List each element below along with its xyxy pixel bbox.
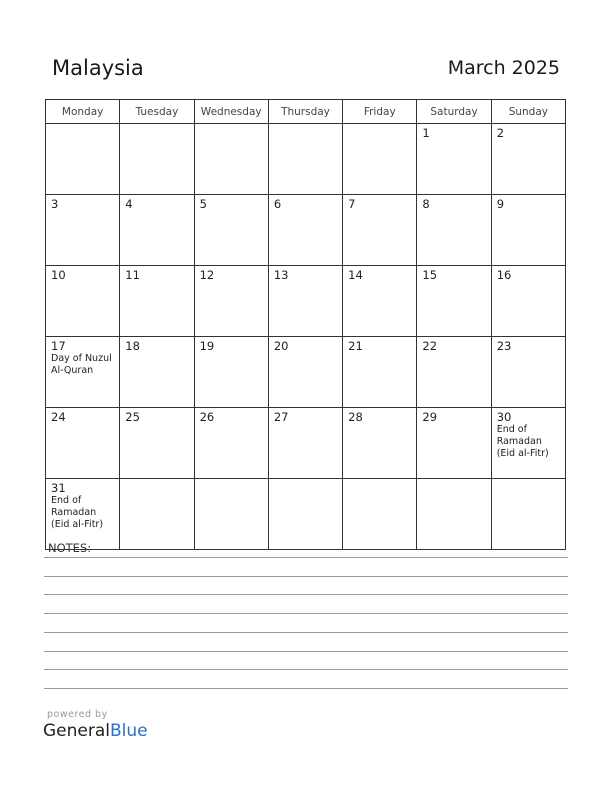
day-number: 27 [273,410,289,424]
calendar-day-cell [268,124,342,195]
calendar-day-cell [120,124,194,195]
weekday-wednesday: Wednesday [194,100,268,124]
calendar-day-cell [491,195,565,266]
calendar-day-cell [194,195,268,266]
calendar-week-row [46,479,566,550]
day-number: 4 [125,197,133,211]
day-number: 25 [125,410,140,424]
generalblue-logo[interactable] [43,721,148,741]
calendar-day-cell [120,195,194,266]
note-line [44,651,568,652]
day-number: 22 [422,339,438,353]
calendar-day-cell [491,337,565,408]
calendar-day-cell [491,124,565,195]
calendar-day-cell [46,266,120,337]
powered-by-text: powered by [47,709,108,720]
note-line [44,688,568,689]
calendar-day-cell [46,479,120,550]
calendar-day-cell [268,266,342,337]
calendar-day-cell [417,124,491,195]
calendar-day-cell [343,195,417,266]
calendar-week-row [46,337,566,408]
notes-label: NOTES: [48,541,92,555]
weekday-sunday: Sunday [491,100,565,124]
calendar-week-row [46,195,566,266]
day-number: 12 [199,268,215,282]
day-number: 28 [348,410,363,424]
calendar-week-row [46,408,566,479]
calendar-day-cell [46,408,120,479]
holiday-label: Day of Nuzul Al-Quran [51,353,112,376]
calendar-day-cell [120,408,194,479]
day-number: 3 [51,197,59,211]
calendar-day-cell [194,337,268,408]
day-number: 6 [273,197,282,211]
calendar-day-cell [268,408,342,479]
weekday-friday: Friday [343,100,417,124]
day-number: 10 [51,268,66,282]
weekday-thursday: Thursday [268,100,342,124]
calendar-day-cell [343,408,417,479]
weekday-tuesday: Tuesday [120,100,194,124]
note-line [44,594,568,595]
calendar-day-cell [120,266,194,337]
calendar-day-cell [194,408,268,479]
calendar-country-title: Malaysia [52,56,144,80]
day-number: 11 [125,268,140,282]
calendar-body [46,124,566,550]
day-number: 7 [348,197,356,211]
weekday-saturday: Saturday [417,100,491,124]
holiday-label: End of Ramadan (Eid al-Fitr) [51,495,104,530]
day-number: 24 [51,410,66,424]
calendar-day-cell [343,124,417,195]
day-number: 18 [125,339,140,353]
day-number: 8 [422,197,430,211]
calendar-day-cell [268,195,342,266]
calendar-week-row [46,124,566,195]
calendar-day-cell [343,266,417,337]
day-number: 14 [348,268,363,282]
calendar-day-cell [491,479,565,550]
day-number: 2 [496,126,505,140]
day-number: 30 [496,410,512,424]
calendar-day-cell [343,479,417,550]
weekday-monday: Monday [46,100,120,124]
calendar-day-cell [46,337,120,408]
brand-blue: Blue [110,721,148,741]
day-number: 17 [51,339,66,353]
day-number: 26 [199,410,215,424]
day-number: 19 [199,339,215,353]
day-number: 9 [496,197,505,211]
calendar-day-cell [417,266,491,337]
calendar-day-cell [417,195,491,266]
note-line [44,669,568,670]
calendar-day-cell [46,195,120,266]
day-number: 29 [422,410,438,424]
note-line [44,613,568,614]
calendar-month-title: March 2025 [447,57,560,79]
calendar-day-cell [120,337,194,408]
calendar-day-cell [417,408,491,479]
calendar-day-cell [417,479,491,550]
calendar-day-cell [194,124,268,195]
day-number: 13 [273,268,289,282]
calendar-day-cell [268,479,342,550]
day-number: 23 [496,339,512,353]
day-number: 5 [199,197,207,211]
day-number: 31 [51,481,66,495]
calendar-day-cell [417,337,491,408]
weekday-header-row [46,100,566,124]
calendar-day-cell [491,266,565,337]
note-line [44,557,568,558]
calendar-week-row [46,266,566,337]
brand-general: General [43,721,110,741]
day-number: 20 [273,339,289,353]
day-number: 15 [422,268,438,282]
holiday-label: End of Ramadan (Eid al-Fitr) [496,424,549,459]
calendar-day-cell [491,408,565,479]
day-number: 21 [348,339,363,353]
calendar-day-cell [46,124,120,195]
calendar-day-cell [120,479,194,550]
day-number: 1 [422,126,430,140]
calendar-day-cell [194,479,268,550]
calendar-day-cell [343,337,417,408]
calendar-day-cell [268,337,342,408]
calendar-grid [45,99,566,550]
calendar-day-cell [194,266,268,337]
note-line [44,576,568,577]
note-line [44,632,568,633]
day-number: 16 [496,268,512,282]
